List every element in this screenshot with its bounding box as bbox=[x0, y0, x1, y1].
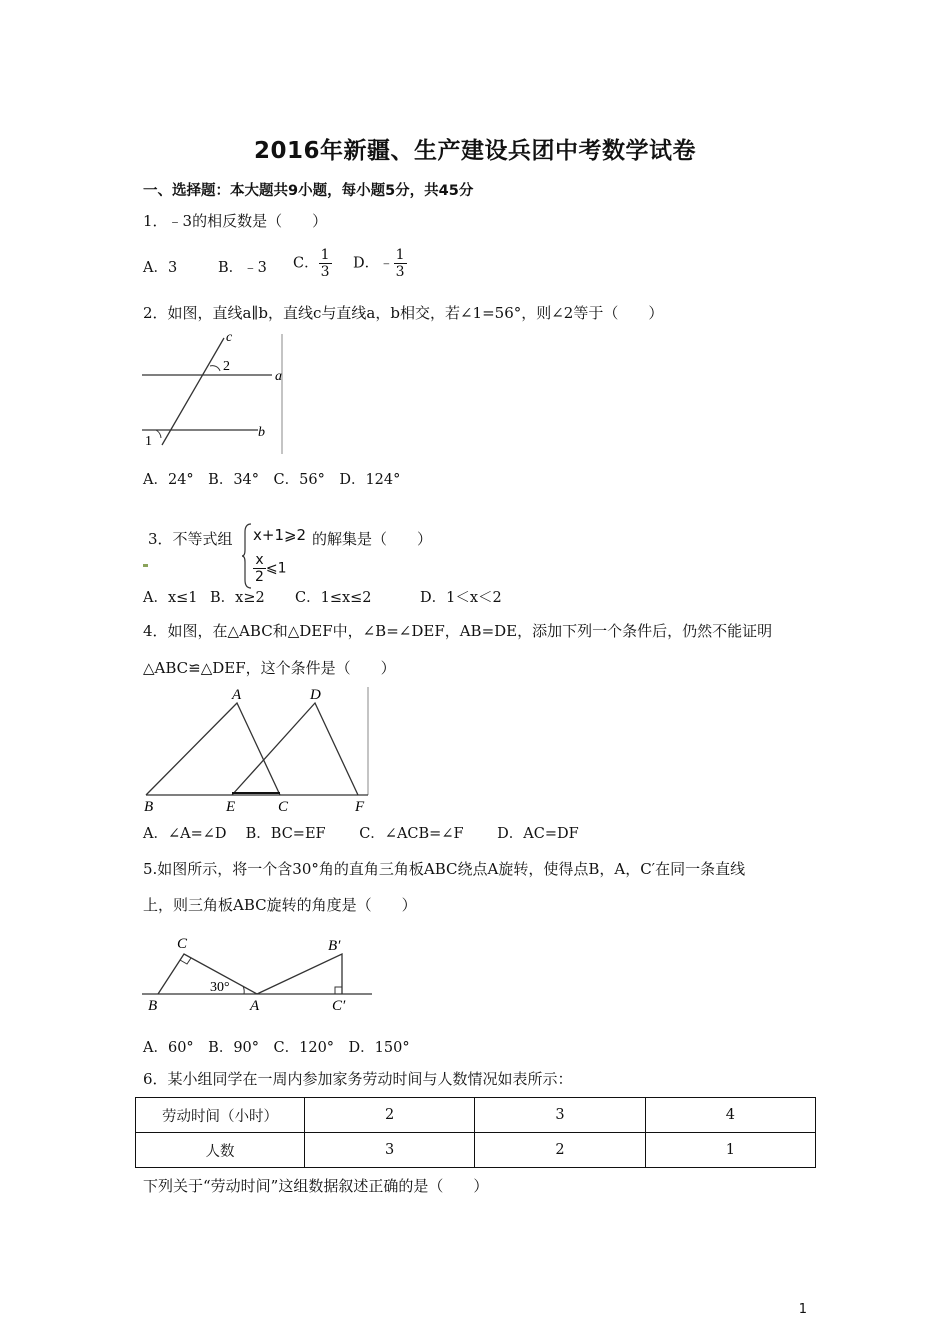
question-5-options: A．60° B．90° C．120° D．150° bbox=[143, 1040, 410, 1056]
question-1-option-a: A．3 bbox=[143, 260, 178, 276]
question-3-option-c: C．1≤x≤2 bbox=[295, 590, 372, 606]
table-cell: 2 bbox=[475, 1133, 645, 1168]
page-number: 1 bbox=[798, 1302, 807, 1317]
inequality-system bbox=[241, 522, 311, 592]
fraction-denominator: 3 bbox=[395, 264, 405, 280]
question-1-option-c bbox=[293, 247, 332, 280]
question-1-stem: 1．﹣3的相反数是（ ） bbox=[143, 212, 328, 230]
label-A: A bbox=[232, 687, 242, 703]
question-6-stem: 6．某小组同学在一周内参加家务劳动时间与人数情况如表所示： bbox=[143, 1070, 573, 1088]
question-4-stem-line-2: △ABC≌△DEF，这个条件是（ ） bbox=[143, 659, 396, 677]
brace-icon bbox=[241, 522, 253, 590]
parallel-lines-figure bbox=[140, 330, 290, 458]
table-header-cell: 人数 bbox=[136, 1133, 305, 1168]
right-angle-mark-c2 bbox=[335, 987, 342, 994]
label-angle-2: 2 bbox=[223, 359, 230, 374]
page-title: 2016年新疆、生产建设兵团中考数学试卷 bbox=[253, 138, 696, 164]
angle-1-arc bbox=[156, 430, 161, 438]
triangle-abc bbox=[146, 703, 280, 795]
table-cell: 3 bbox=[475, 1098, 645, 1133]
question-2-stem: 2．如图，直线a∥b，直线c与直线a，b相交，若∠1=56°，则∠2等于（ ） bbox=[143, 304, 664, 322]
triangles-figure bbox=[140, 685, 372, 815]
line-c bbox=[162, 338, 224, 445]
inequality-2 bbox=[253, 552, 287, 585]
section-heading: 一、选择题：本大题共9小题，每小题5分，共45分 bbox=[143, 183, 474, 199]
label-B-prime: B′ bbox=[328, 938, 341, 954]
label-C: C bbox=[177, 936, 188, 952]
fraction-numerator: 1 bbox=[395, 247, 405, 263]
angle-2-arc bbox=[210, 366, 220, 371]
triangle-def bbox=[232, 703, 358, 795]
fraction-x-over-2 bbox=[253, 552, 266, 585]
question-3-option-b: B．x≥2 bbox=[210, 590, 265, 606]
label-E: E bbox=[226, 799, 236, 815]
label-30-degrees: 30° bbox=[210, 980, 230, 995]
triangle-abc bbox=[158, 954, 257, 994]
fraction-numerator: 1 bbox=[320, 247, 330, 263]
labor-time-table bbox=[135, 1097, 816, 1168]
question-6-follow-up: 下列关于“劳动时间”这组数据叙述正确的是（ ） bbox=[143, 1177, 489, 1195]
label-A: A bbox=[250, 998, 260, 1014]
label-D: D bbox=[310, 687, 321, 703]
question-3-option-a: A．x≤1 bbox=[143, 590, 198, 606]
question-3-stem-end: 的解集是（ ） bbox=[312, 530, 433, 548]
question-5-stem-line-1: 5.如图所示，将一个含30°角的直角三角板ABC绕点A旋转，使得点B，A，C′在同一条直线 bbox=[143, 860, 746, 878]
label-C-prime: C′ bbox=[332, 998, 346, 1014]
fraction-numerator: x bbox=[253, 552, 266, 569]
decorative-mark bbox=[143, 564, 148, 567]
label-C: C bbox=[278, 799, 289, 815]
rotation-figure bbox=[140, 930, 376, 1016]
table-cell: 2 bbox=[305, 1098, 475, 1133]
table-cell: 3 bbox=[305, 1133, 475, 1168]
inequality-1: x+1⩾2 bbox=[253, 526, 307, 544]
label-c: c bbox=[226, 330, 233, 345]
right-angle-mark-c bbox=[180, 958, 191, 964]
question-2-options: A．24° B．34° C．56° D．124° bbox=[143, 472, 401, 488]
question-4-options: A．∠A=∠D B．BC=EF C．∠ACB=∠F D．AC=DF bbox=[143, 826, 579, 842]
question-1-option-d bbox=[353, 247, 407, 280]
question-3-option-d: D．1＜x＜2 bbox=[420, 590, 502, 606]
option-c-label: C． bbox=[293, 255, 319, 272]
label-B: B bbox=[148, 998, 158, 1014]
inequality-2-relation: ⩽1 bbox=[265, 560, 287, 577]
label-a: a bbox=[275, 369, 282, 384]
fraction-one-third bbox=[319, 247, 332, 280]
table-cell: 1 bbox=[645, 1133, 815, 1168]
label-F: F bbox=[355, 799, 365, 815]
fraction-neg-one-third bbox=[394, 247, 407, 280]
label-b: b bbox=[258, 425, 265, 440]
table-row bbox=[136, 1133, 816, 1168]
label-B: B bbox=[144, 799, 154, 815]
question-4-stem-line-1: 4．如图，在△ABC和△DEF中，∠B=∠DEF，AB=DE，添加下列一个条件后，仍然不能证明 bbox=[143, 622, 773, 640]
fraction-denominator: 2 bbox=[255, 569, 264, 585]
option-d-label: D．﹣ bbox=[353, 255, 394, 272]
question-1-option-b: B．﹣3 bbox=[218, 260, 267, 276]
label-angle-1: 1 bbox=[145, 434, 152, 449]
question-3-stem-start: 3．不等式组 bbox=[148, 530, 233, 548]
table-row bbox=[136, 1098, 816, 1133]
table-cell: 4 bbox=[645, 1098, 815, 1133]
fraction-denominator: 3 bbox=[320, 264, 330, 280]
table-header-cell: 劳动时间（小时） bbox=[136, 1098, 305, 1133]
question-5-stem-line-2: 上，则三角板ABC旋转的角度是（ ） bbox=[143, 896, 417, 914]
triangle-ab2c2 bbox=[257, 954, 342, 994]
